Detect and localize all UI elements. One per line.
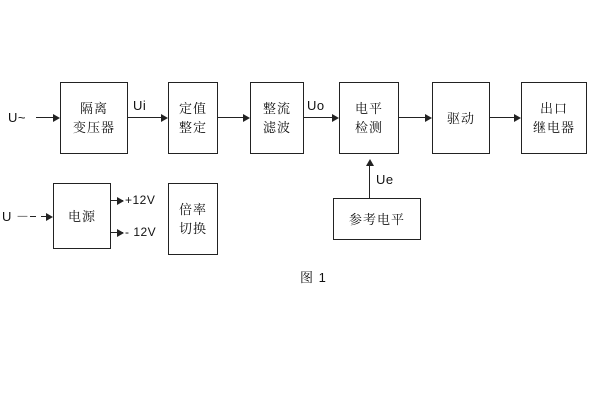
arrow-level-to-drive <box>425 114 432 122</box>
block-output-relay <box>521 82 587 154</box>
block-drive-line-1: 驱动 <box>446 110 475 126</box>
block-level-detection-line-2: 检测 <box>354 120 383 135</box>
arrow-isolation-to-setting <box>161 114 168 122</box>
figure-caption: 图 1 <box>300 270 327 285</box>
connector-dc-input-to-power <box>30 216 46 217</box>
arrow-setting-to-rectifier <box>243 114 250 122</box>
arrow-reference-to-level <box>366 159 374 166</box>
arrow-power-minus12v <box>117 229 124 237</box>
arrow-input-to-isolation <box>53 114 60 122</box>
connector-isolation-to-setting <box>128 117 161 118</box>
block-isolation-transformer-line-2: 变压器 <box>72 120 115 135</box>
block-multiplier-switch <box>168 183 218 255</box>
block-fixed-value-setting <box>168 82 218 154</box>
block-multiplier-switch-line-2: 切换 <box>178 221 207 236</box>
arrow-rectifier-to-level <box>332 114 339 122</box>
arrow-dc-input-to-power <box>46 213 53 221</box>
connector-rectifier-to-level <box>304 117 332 118</box>
label-ui: Ui <box>133 98 147 113</box>
block-rectifier-filter <box>250 82 304 154</box>
connector-input-to-isolation <box>36 117 54 118</box>
block-fixed-value-setting-line-1: 定值 <box>178 101 207 116</box>
label-ue: Ue <box>376 172 394 187</box>
block-reference-level-line-1: 参考电平 <box>348 211 405 227</box>
connector-drive-to-relay <box>490 117 514 118</box>
label-input-ac: U~ <box>8 110 26 125</box>
block-rectifier-filter-line-1: 整流 <box>262 101 291 116</box>
arrow-power-plus12v <box>117 197 124 205</box>
block-fixed-value-setting-line-2: 整定 <box>178 120 207 135</box>
connector-reference-to-level <box>369 165 370 198</box>
block-output-relay-line-2: 继电器 <box>532 120 575 135</box>
block-power-supply-line-1: 电源 <box>67 208 96 224</box>
label-plus-12v: +12V <box>125 193 156 207</box>
label-input-dc: U － <box>2 209 30 224</box>
block-level-detection <box>339 82 399 154</box>
connector-level-to-drive <box>399 117 425 118</box>
block-output-relay-line-1: 出口 <box>539 101 568 116</box>
block-multiplier-switch-line-1: 倍率 <box>178 202 207 217</box>
block-reference-level <box>333 198 421 240</box>
block-drive <box>432 82 490 154</box>
connector-setting-to-rectifier <box>218 117 243 118</box>
arrow-drive-to-relay <box>514 114 521 122</box>
block-level-detection-line-1: 电平 <box>354 101 383 116</box>
label-minus-12v: - 12V <box>125 225 157 239</box>
block-rectifier-filter-line-2: 滤波 <box>262 120 291 135</box>
label-uo: Uo <box>307 98 325 113</box>
block-power-supply <box>53 183 111 249</box>
block-isolation-transformer-line-1: 隔离 <box>79 101 108 116</box>
block-isolation-transformer <box>60 82 128 154</box>
